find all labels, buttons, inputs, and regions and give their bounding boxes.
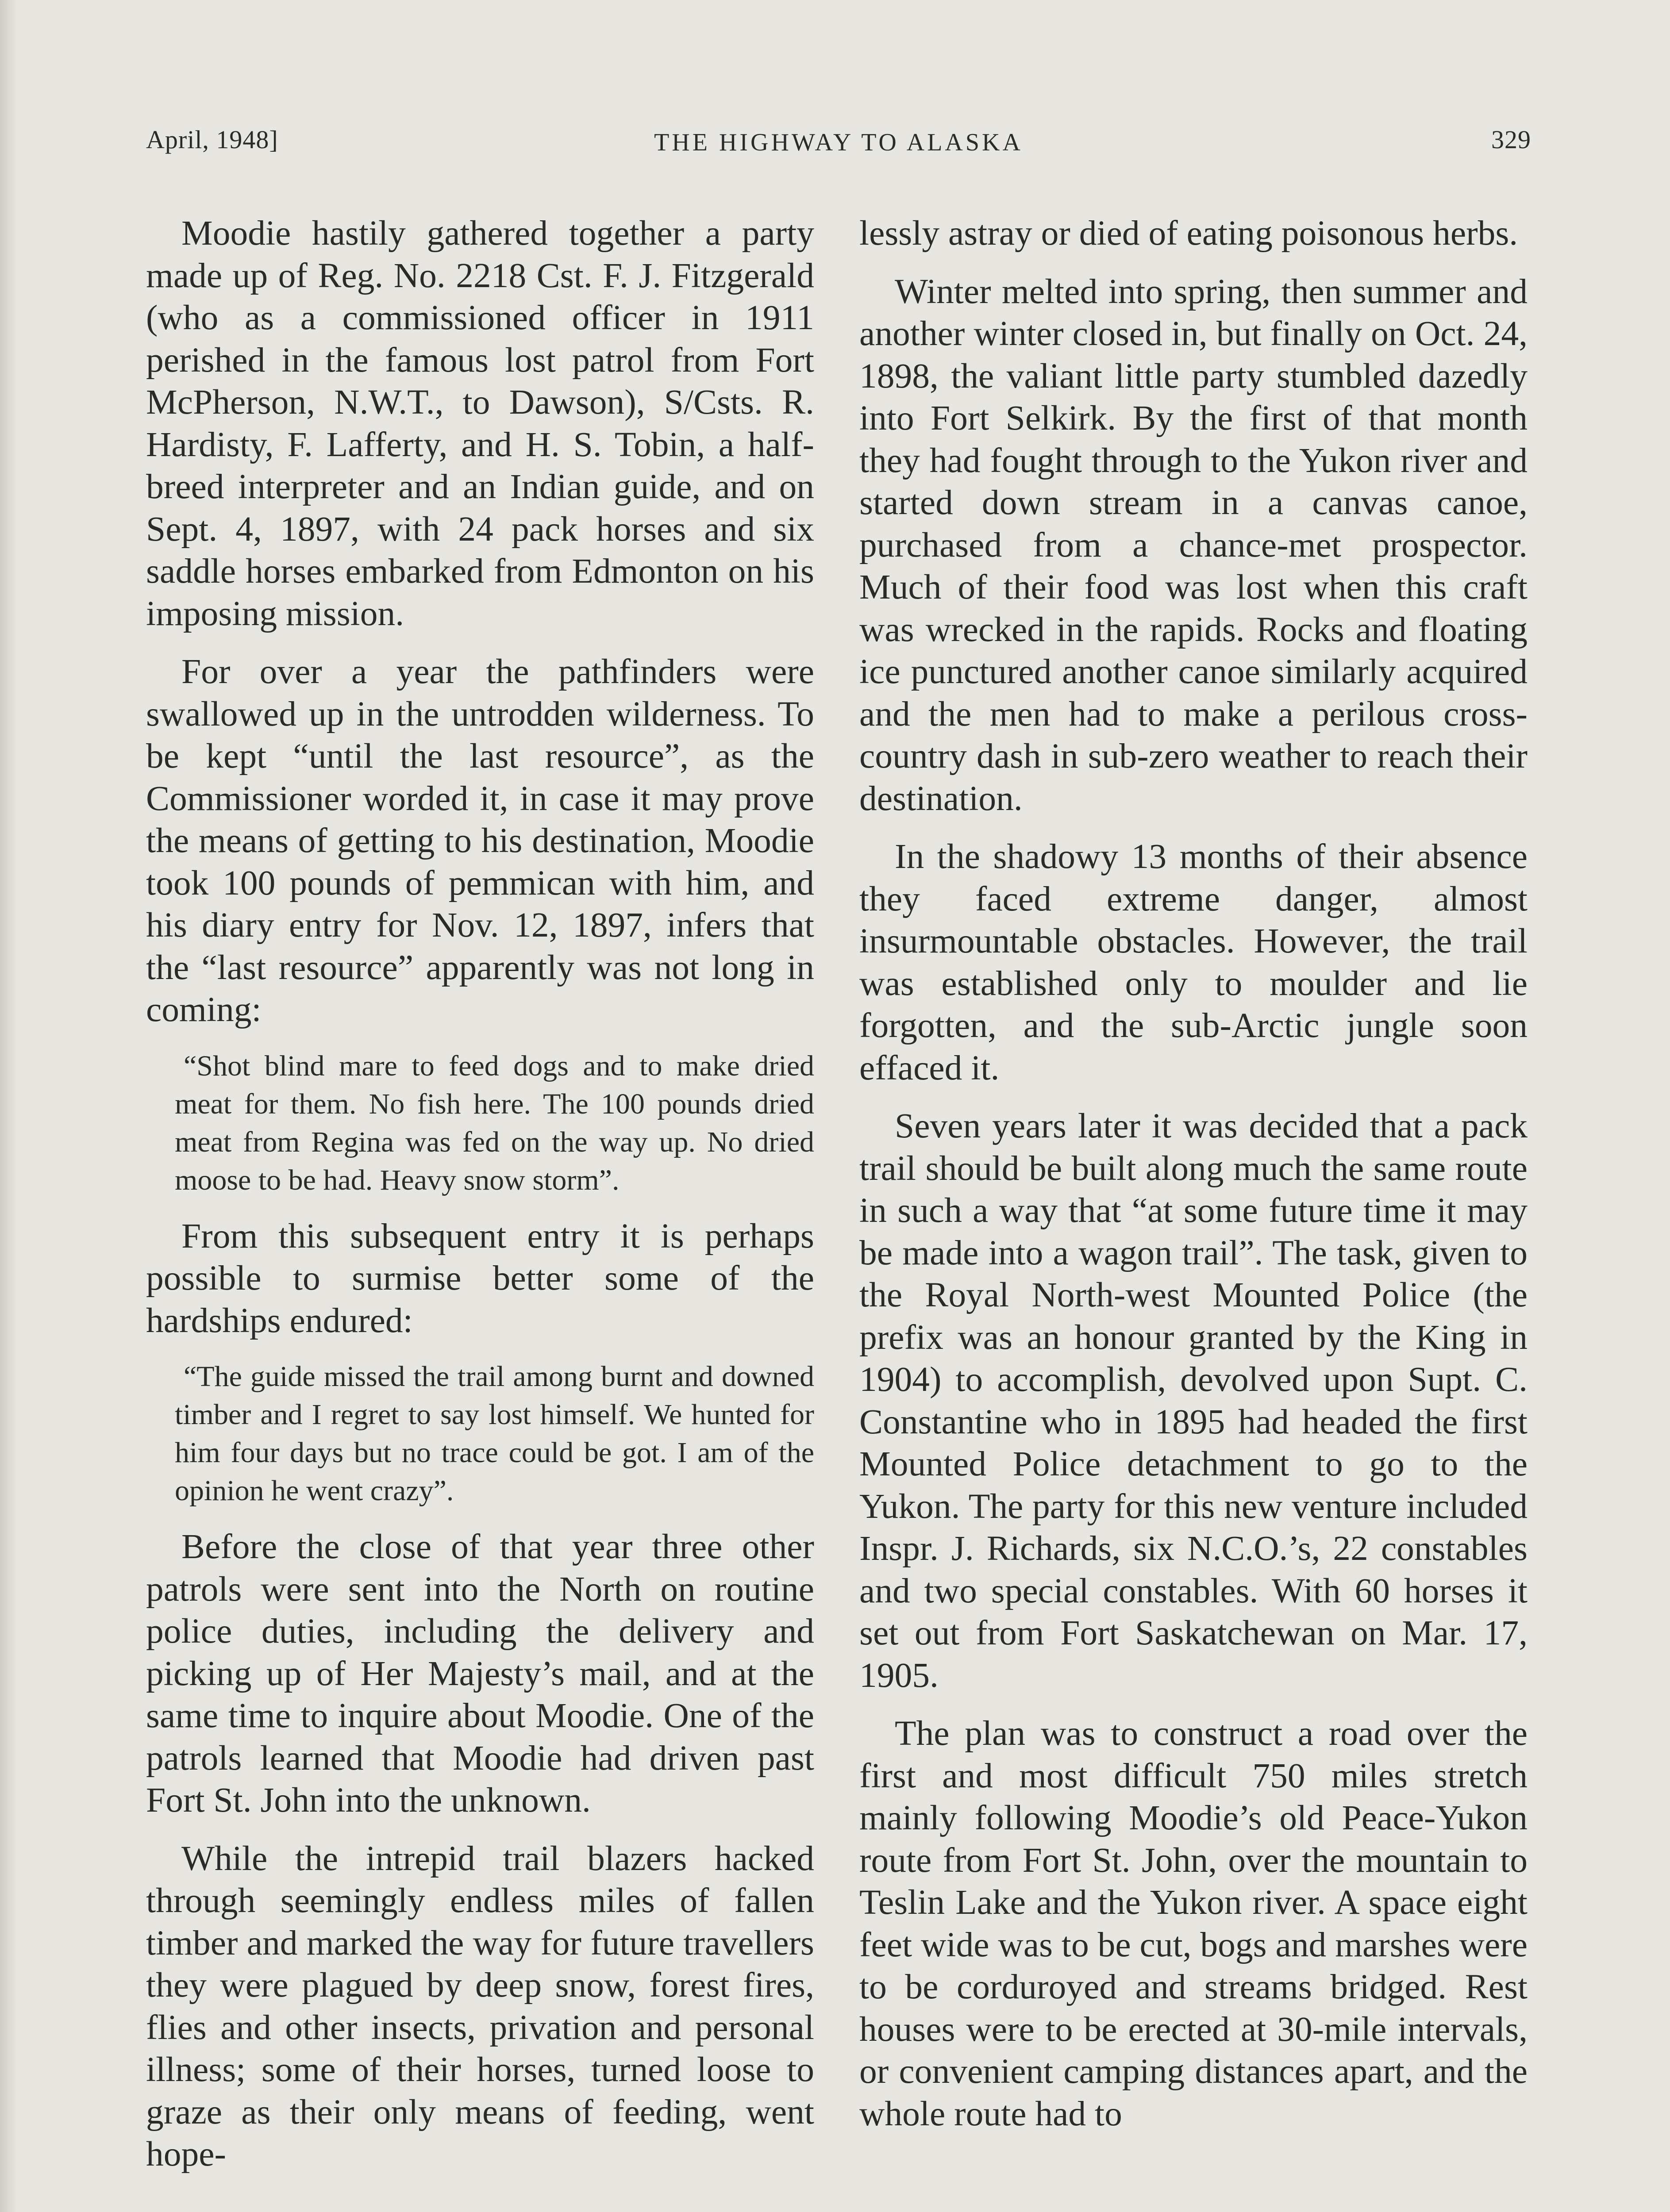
paragraph: The plan was to construct a road over the first and most difficult 750 miles stretch mainly following Moodie’s old Peace-Yukon route from Fort St. John, over the mountain to Teslin Lake and the Yukon river. A space eight feet wide was to be cut, bogs and marshes were to be corduroyed and streams bridged. Rest houses were to be erected at 30-mile intervals, or convenient camping distances apart, and the whole route had to <box>859 1714 1528 2133</box>
diary-quote-text: “The guide missed the trail among burnt and downed timber and I regret to say lost himself. We hunted for him four days but no trace could be got. I am of the opinion he went crazy”. <box>175 1360 814 1507</box>
right-column <box>859 212 1528 2151</box>
diary-quote-text: “Shot blind mare to feed dogs and to make dried meat for them. No fish here. The 100 pounds dried meat from Regina was fed on the way up. No dried moose to be had. Heavy snow storm”. <box>175 1049 814 1196</box>
paragraph: While the intrepid trail blazers hacked through seemingly endless miles of fallen timber and marked the way for future travellers they were plagued by deep snow, forest fires, flies and other insects, privation and personal illness; some of their horses, turned loose to graze as their only means of feeding, went hope- <box>146 1839 814 2174</box>
header-title: THE HIGHWAY TO ALASKA <box>654 129 1023 156</box>
paragraph: For over a year the pathfinders were swallowed up in the untrodden wilderness. To be kept “until the last resource”, as the Commissioner worded it, in case it may prove the means of getting to his destination, Moodie took 100 pounds of pemmican with him, and his diary entry for Nov. 12, 1897, infers that the “last resource” apparently was not long in coming: <box>146 652 814 1029</box>
left-column <box>146 212 814 2192</box>
diary-quote <box>146 1047 814 1199</box>
header-date: April, 1948] <box>146 125 278 154</box>
page-number: 329 <box>1491 125 1531 154</box>
paragraph: Winter melted into spring, then summer and another winter closed in, but finally on Oct. 24, 1898, the valiant little party stumbled dazedly into Fort Selkirk. By the first of that month they had fought through to the Yukon river and started down stream in a canvas canoe, purchased from a chance-met prospector. Much of their food was lost when this craft was wrecked in the rapids. Rocks and floating ice punctured another canoe similarly acquired and the men had to make a perilous cross-country dash in sub-zero weather to reach their destination. <box>859 272 1528 818</box>
running-head <box>146 125 1531 165</box>
paragraph-continued: lessly astray or died of eating poisonous herbs. <box>859 214 1518 253</box>
paragraph: Before the close of that year three other patrols were sent into the North on routine police duties, including the delivery and picking up of Her Majesty’s mail, and at the same time to inquire about Moodie. One of the patrols learned that Moodie had driven past Fort St. John into the unknown. <box>146 1527 814 1820</box>
paragraph: In the shadowy 13 months of their absence they faced extreme danger, almost insurmountable obstacles. However, the trail was established only to moulder and lie forgotten, and the sub-Arctic jungle soon effaced it. <box>859 837 1528 1087</box>
paragraph: Moodie hastily gathered together a party made up of Reg. No. 2218 Cst. F. J. Fitzgerald (who as a commissioned officer in 1911 perished in the famous lost patrol from Fort McPherson, N.W.T., to Dawson), S/Csts. R. Hardisty, F. Lafferty, and H. S. Tobin, a half-breed interpreter and an Indian guide, and on Sept. 4, 1897, with 24 pack horses and six saddle horses embarked from Edmonton on his imposing mission. <box>146 214 814 633</box>
paragraph: Seven years later it was decided that a pack trail should be built along much the same route in such a way that “at some future time it may be made into a wagon trail”. The task, given to the Royal North-west Mounted Police (the prefix was an honour granted by the King in 1904) to accomplish, devolved upon Supt. C. Constantine who in 1895 had headed the first Mounted Police detachment to go to the Yukon. The party for this new venture included Inspr. J. Richards, six N.C.O.’s, 22 constables and two special constables. With 60 horses it set out from Fort Saskatchewan on Mar. 17, 1905. <box>859 1106 1528 1695</box>
diary-quote <box>146 1358 814 1510</box>
paragraph: From this subsequent entry it is perhaps possible to surmise better some of the hardships endured: <box>146 1216 814 1340</box>
page-edge <box>0 0 18 2212</box>
